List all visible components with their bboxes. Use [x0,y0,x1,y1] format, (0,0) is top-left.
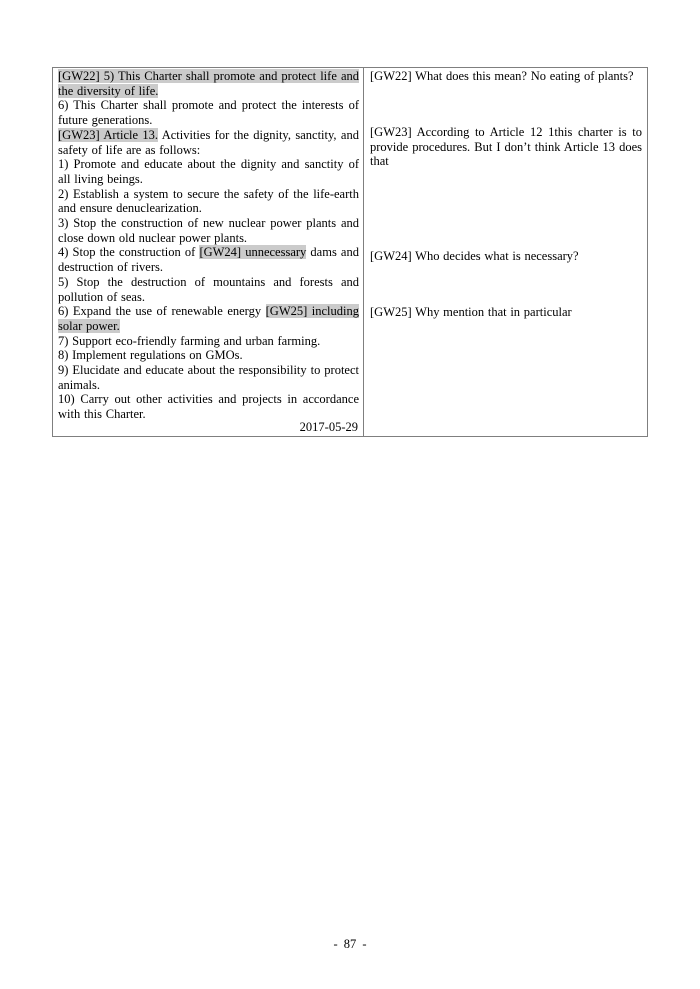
charter-text-segment: 5) Stop the destruction of mountains and forests and pollution of seas. [58,274,359,304]
charter-comments-table [52,67,648,437]
charter-text-segment: 6) This Charter shall promote and protect the interests of future generations. [58,98,359,128]
charter-paragraph [58,128,359,157]
charter-paragraph [58,187,359,216]
charter-text-segment: 8) Implement regulations on GMOs. [58,348,243,363]
charter-paragraph [58,98,359,127]
comment-anchor-highlight: [GW25] including solar power. [58,304,359,333]
page-number: - 87 - [333,937,367,951]
comment-gw24: [GW24] Who decides what is necessary? [370,249,579,263]
charter-date: 2017-05-29 [299,420,358,435]
charter-paragraph [58,348,359,363]
charter-text-segment: 3) Stop the construction of new nuclear power plants and close down old nuclear power plants. [58,216,359,245]
comment-gw23: [GW23] According to Article 12 1this charter is to provide procedures. But I don’t think Article 13 does that [370,125,642,169]
charter-paragraph [58,275,359,304]
charter-paragraph [58,304,359,333]
comment-anchor-highlight: [GW24] unnecessary [199,245,307,260]
charter-paragraphs [58,69,359,422]
charter-paragraph [58,363,359,392]
charter-paragraph [58,334,359,349]
comments-column [364,68,647,436]
charter-paragraph [58,392,359,421]
charter-paragraph [58,157,359,186]
comment-gw25: [GW25] Why mention that in particular [370,305,572,319]
charter-text-segment: 1) Promote and educate about the dignity and sanctity of all living beings. [58,157,359,186]
charter-text-segment: 10) Carry out other activities and projects in accordance with this Charter. [58,392,359,422]
comment-anchor-highlight: [GW23] Article 13. [58,127,159,142]
comment-gw22: [GW22] What does this mean? No eating of plants? [370,69,634,83]
charter-text-segment: 4) Stop the construction of [58,245,200,260]
comment-anchor-highlight: [GW22] 5) This Charter shall promote and protect life and the diversity of life. [58,69,359,98]
charter-text-segment: Activities for the dignity, sanctity, and safety of life are as follows: [58,127,359,157]
charter-text-segment: 9) Elucidate and educate about the responsibility to protect animals. [58,363,359,392]
charter-paragraph [58,216,359,245]
charter-text-segment: 6) Expand the use of renewable energy [58,304,266,319]
charter-text-column [53,68,364,436]
charter-paragraph [58,245,359,274]
charter-paragraph [58,69,359,98]
charter-text-segment: 7) Support eco-friendly farming and urban farming. [58,333,321,348]
charter-text-segment: dams and destruction of rivers. [58,245,359,275]
charter-text-segment: 2) Establish a system to secure the safety of the life-earth and ensure denuclearization. [58,186,359,216]
